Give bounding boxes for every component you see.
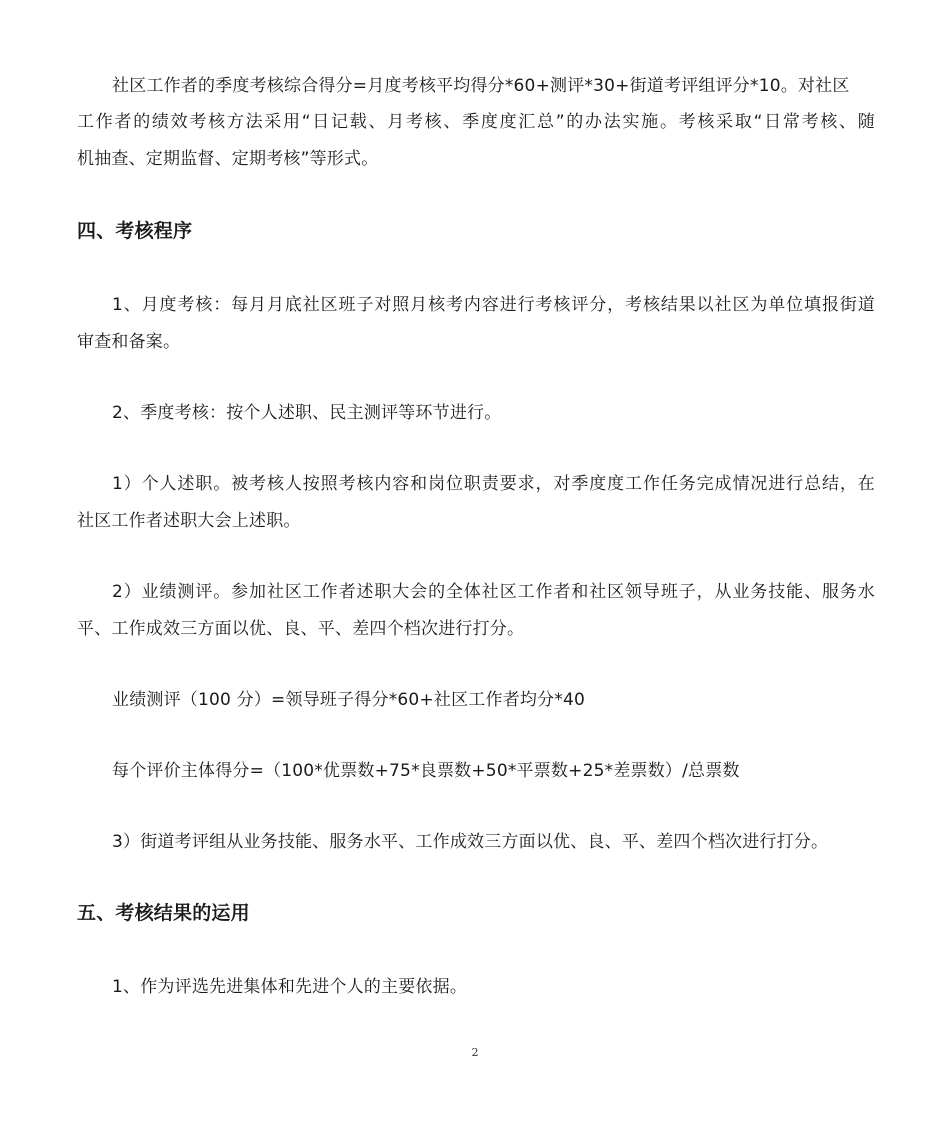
section-5-heading: 五、考核结果的运用 (77, 902, 250, 924)
scoring-paragraph-line-3: 机抽查、定期监督、定期考核”等形式。 (77, 149, 379, 169)
performance-formula: 业绩测评（100 分）=领导班子得分*60+社区工作者均分*40 (112, 690, 586, 710)
performance-evaluation-line-2: 平、工作成效三方面以优、良、平、差四个档次进行打分。 (77, 619, 525, 639)
personal-report-line-1: 1）个人述职。被考核人按照考核内容和岗位职责要求，对季度度工作任务完成情况进行总结，在 (112, 474, 875, 494)
street-evaluation: 3）街道考评组从业务技能、服务水平、工作成效三方面以优、良、平、差四个档次进行打分。 (112, 832, 829, 852)
page-number: 2 (471, 1046, 479, 1059)
monthly-assessment-line-2: 审查和备案。 (77, 332, 181, 352)
monthly-assessment-line-1: 1、月度考核：每月月底社区班子对照月核考内容进行考核评分，考核结果以社区为单位填报街道 (112, 295, 875, 315)
result-use-item-1: 1、作为评选先进集体和先进个人的主要依据。 (112, 977, 468, 997)
quarterly-assessment: 2、季度考核：按个人述职、民主测评等环节进行。 (112, 403, 502, 423)
subject-score-formula: 每个评价主体得分=（100*优票数+75*良票数+50*平票数+25*差票数）/总票数 (112, 761, 740, 781)
section-4-heading: 四、考核程序 (77, 220, 193, 242)
scoring-paragraph-line-1: 社区工作者的季度考核综合得分=月度考核平均得分*60+测评*30+街道考评组评分*10。对社区 (112, 76, 850, 96)
scoring-paragraph-line-2: 工作者的绩效考核方法采用“日记载、月考核、季度度汇总”的办法实施。考核采取“日常考核、随 (77, 112, 875, 132)
personal-report-line-2: 社区工作者述职大会上述职。 (77, 511, 301, 531)
performance-evaluation-line-1: 2）业绩测评。参加社区工作者述职大会的全体社区工作者和社区领导班子，从业务技能、服务水 (112, 582, 875, 602)
